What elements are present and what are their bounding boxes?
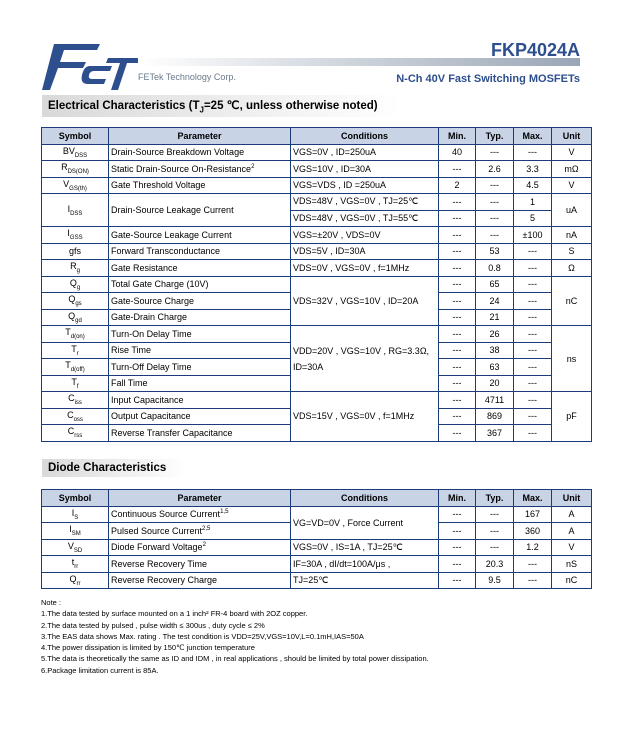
col-unit: Unit [552, 128, 592, 145]
conditions: VDS=5V , ID=30A [291, 243, 439, 260]
table-row [42, 144, 592, 161]
parameter: Reverse Recovery Time [109, 556, 291, 573]
max: --- [514, 342, 552, 359]
parameter: Diode Forward Voltage$^2$ [109, 539, 291, 556]
parameter: Output Capacitance [109, 408, 291, 425]
company-name: FETek Technology Corp. [138, 72, 236, 82]
parameter: Continuous Source Current$^{1,5}$ [109, 506, 291, 523]
unit: A [552, 506, 592, 523]
parameter: Pulsed Source Current$^{2,5}$ [109, 523, 291, 540]
parameter: Static Drain-Source On-Resistance$^2$ [109, 161, 291, 178]
min: --- [439, 425, 476, 442]
min: 40 [439, 144, 476, 161]
max: 1 [514, 194, 552, 211]
typ: --- [476, 144, 514, 161]
min: --- [439, 392, 476, 409]
unit: V [552, 144, 592, 161]
parameter: Reverse Recovery Charge [109, 572, 291, 589]
parameter: Gate-Source Leakage Current [109, 227, 291, 244]
parameter: Gate-Drain Charge [109, 309, 291, 326]
max: --- [514, 293, 552, 310]
col-conditions: Conditions [291, 490, 439, 507]
electrical-table [41, 127, 592, 442]
symbol: $I_{GSS}$ [42, 227, 109, 244]
min: --- [439, 194, 476, 211]
symbol: $C_{oss}$ [42, 408, 109, 425]
typ: --- [476, 523, 514, 540]
parameter: Drain-Source Leakage Current [109, 194, 291, 227]
col-max: Max. [514, 128, 552, 145]
min: --- [439, 260, 476, 277]
table-row [42, 260, 592, 277]
unit: V [552, 539, 592, 556]
conditions: VDS=32V , VGS=10V , ID=20A [291, 276, 439, 326]
max: --- [514, 144, 552, 161]
conditions: VGS=0V , ID=250uA [291, 144, 439, 161]
conditions: VDS=0V , VGS=0V , f=1MHz [291, 260, 439, 277]
max: 167 [514, 506, 552, 523]
notes-title: Note : [41, 598, 62, 607]
typ: --- [476, 210, 514, 227]
symbol: $Q_g$ [42, 276, 109, 293]
typ: 63 [476, 359, 514, 376]
typ: 65 [476, 276, 514, 293]
conditions: VDS=48V , VGS=0V , TJ=55℃ [291, 210, 439, 227]
unit: A [552, 523, 592, 540]
parameter: Fall Time [109, 375, 291, 392]
col-parameter: Parameter [109, 128, 291, 145]
typ: --- [476, 539, 514, 556]
table-row [42, 243, 592, 260]
max: --- [514, 375, 552, 392]
typ: --- [476, 177, 514, 194]
note-item: 2.The data tested by pulsed , pulse width ≤ 300us , duty cycle ≤ 2% [41, 620, 265, 630]
max: 360 [514, 523, 552, 540]
parameter: Forward Transconductance [109, 243, 291, 260]
unit: mΩ [552, 161, 592, 178]
table-row [42, 177, 592, 194]
max: --- [514, 359, 552, 376]
typ: --- [476, 227, 514, 244]
max: --- [514, 392, 552, 409]
typ: 20.3 [476, 556, 514, 573]
fet-logo [40, 40, 140, 92]
max: ±100 [514, 227, 552, 244]
note-item: 4.The power dissipation is limited by 150℃ junction temperature [41, 643, 255, 653]
max: --- [514, 309, 552, 326]
typ: 869 [476, 408, 514, 425]
max: --- [514, 556, 552, 573]
electrical-section-title: Electrical Characteristics ($T_J=25$ ℃, unless otherwise noted) [42, 95, 400, 117]
unit: pF [552, 392, 592, 442]
diode-section-title: Diode Characteristics [42, 459, 188, 477]
min: --- [439, 293, 476, 310]
typ: 2.6 [476, 161, 514, 178]
max: --- [514, 260, 552, 277]
symbol: $BV_{DSS}$ [42, 144, 109, 161]
symbol: $I_{DSS}$ [42, 194, 109, 227]
symbol: $C_{rss}$ [42, 425, 109, 442]
col-min: Min. [439, 490, 476, 507]
max: 4.5 [514, 177, 552, 194]
conditions: TJ=25℃ [291, 572, 439, 589]
max: --- [514, 276, 552, 293]
table-row [42, 326, 592, 343]
table-row [42, 556, 592, 573]
product-subtitle: N-Ch 40V Fast Switching MOSFETs [396, 73, 580, 85]
conditions: IF=30A , dI/dt=100A/μs , [291, 556, 439, 573]
note-item: 5.The data is theoretically the same as ID and IDM , in real applications , should be limited by total power dissipation. [41, 654, 429, 664]
parameter: Drain-Source Breakdown Voltage [109, 144, 291, 161]
symbol: $V_{GS(th)}$ [42, 177, 109, 194]
part-number: FKP4024A [490, 40, 580, 60]
max: --- [514, 243, 552, 260]
unit: S [552, 243, 592, 260]
symbol: $C_{iss}$ [42, 392, 109, 409]
unit: nC [552, 276, 592, 326]
col-min: Min. [439, 128, 476, 145]
typ: --- [476, 506, 514, 523]
min: --- [439, 556, 476, 573]
symbol: $T_{d(on)}$ [42, 326, 109, 343]
typ: 20 [476, 375, 514, 392]
symbol: $T_{d(off)}$ [42, 359, 109, 376]
parameter: Input Capacitance [109, 392, 291, 409]
parameter: Turn-On Delay Time [109, 326, 291, 343]
conditions: VG=VD=0V , Force Current [291, 506, 439, 539]
unit: uA [552, 194, 592, 227]
notes [41, 597, 429, 676]
typ: --- [476, 194, 514, 211]
min: --- [439, 326, 476, 343]
min: --- [439, 359, 476, 376]
table-row [42, 161, 592, 178]
min: 2 [439, 177, 476, 194]
symbol: $I_{SM}$ [42, 523, 109, 540]
typ: 0.8 [476, 260, 514, 277]
unit: Ω [552, 260, 592, 277]
symbol: $t_{rr}$ [42, 556, 109, 573]
parameter: Gate Resistance [109, 260, 291, 277]
symbol: $T_r$ [42, 342, 109, 359]
table-header-row [42, 128, 592, 145]
symbol: $Q_{gs}$ [42, 293, 109, 310]
min: --- [439, 210, 476, 227]
max: 5 [514, 210, 552, 227]
parameter: Reverse Transfer Capacitance [109, 425, 291, 442]
typ: 53 [476, 243, 514, 260]
max: 1.2 [514, 539, 552, 556]
symbol: $Q_{gd}$ [42, 309, 109, 326]
max: --- [514, 326, 552, 343]
conditions: VDS=48V , VGS=0V , TJ=25℃ [291, 194, 439, 211]
parameter: Turn-Off Delay Time [109, 359, 291, 376]
conditions: VDS=15V , VGS=0V , f=1MHz [291, 392, 439, 442]
note-item: 6.Package limitation current is 85A. [41, 665, 159, 675]
min: --- [439, 276, 476, 293]
unit: nA [552, 227, 592, 244]
conditions: VGS=±20V , VDS=0V [291, 227, 439, 244]
col-typ: Typ. [476, 128, 514, 145]
parameter: Gate Threshold Voltage [109, 177, 291, 194]
parameter: Total Gate Charge (10V) [109, 276, 291, 293]
diode-table [41, 489, 592, 589]
table-row [42, 392, 592, 409]
min: --- [439, 227, 476, 244]
conditions: VDD=20V , VGS=10V , RG=3.3Ω, ID=30A [291, 326, 439, 392]
min: --- [439, 342, 476, 359]
col-unit: Unit [552, 490, 592, 507]
note-item: 1.The data tested by surface mounted on a 1 inch² FR-4 board with 2OZ copper. [41, 609, 308, 619]
note-item: 3.The EAS data shows Max. rating . The test condition is VDD=25V,VGS=10V,L=0.1mH,IAS=50A [41, 631, 364, 641]
symbol: $T_f$ [42, 375, 109, 392]
symbol: $R_g$ [42, 260, 109, 277]
typ: 24 [476, 293, 514, 310]
typ: 9.5 [476, 572, 514, 589]
conditions: VGS=0V , IS=1A , TJ=25℃ [291, 539, 439, 556]
table-header-row [42, 490, 592, 507]
typ: 26 [476, 326, 514, 343]
conditions: VGS=10V , ID=30A [291, 161, 439, 178]
unit: nC [552, 572, 592, 589]
typ: 367 [476, 425, 514, 442]
min: --- [439, 539, 476, 556]
symbol: $I_S$ [42, 506, 109, 523]
conditions: VGS=VDS , ID =250uA [291, 177, 439, 194]
symbol: $R_{DS(ON)}$ [42, 161, 109, 178]
min: --- [439, 523, 476, 540]
unit: ns [552, 326, 592, 392]
typ: 38 [476, 342, 514, 359]
symbol: gfs [42, 243, 109, 260]
table-row [42, 506, 592, 523]
max: --- [514, 572, 552, 589]
col-conditions: Conditions [291, 128, 439, 145]
typ: 4711 [476, 392, 514, 409]
typ: 21 [476, 309, 514, 326]
max: --- [514, 408, 552, 425]
unit: nS [552, 556, 592, 573]
table-row [42, 572, 592, 589]
col-typ: Typ. [476, 490, 514, 507]
table-row [42, 194, 592, 211]
col-max: Max. [514, 490, 552, 507]
parameter: Rise Time [109, 342, 291, 359]
min: --- [439, 243, 476, 260]
symbol: $V_{SD}$ [42, 539, 109, 556]
table-row [42, 276, 592, 293]
unit: V [552, 177, 592, 194]
col-parameter: Parameter [109, 490, 291, 507]
max: 3.3 [514, 161, 552, 178]
max: --- [514, 425, 552, 442]
min: --- [439, 506, 476, 523]
min: --- [439, 572, 476, 589]
min: --- [439, 309, 476, 326]
table-row [42, 539, 592, 556]
parameter: Gate-Source Charge [109, 293, 291, 310]
min: --- [439, 375, 476, 392]
table-row [42, 227, 592, 244]
min: --- [439, 161, 476, 178]
symbol: $Q_{rr}$ [42, 572, 109, 589]
min: --- [439, 408, 476, 425]
col-symbol: Symbol [42, 128, 109, 145]
col-symbol: Symbol [42, 490, 109, 507]
